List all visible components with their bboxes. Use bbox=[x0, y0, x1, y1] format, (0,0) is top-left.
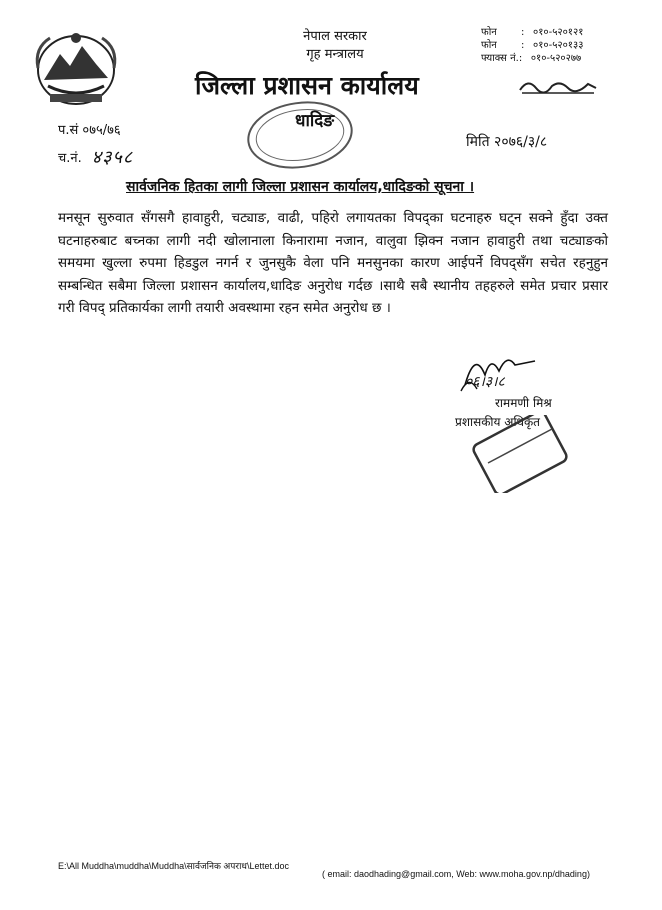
reference-number: प.सं ०७५/७६ bbox=[58, 123, 121, 138]
signature-date: ०६।३।८ bbox=[465, 374, 505, 390]
officer-stamp-icon bbox=[470, 415, 570, 493]
ministry-name: गृह मन्त्रालय bbox=[306, 47, 364, 62]
chalan-number bbox=[58, 145, 133, 169]
chalan-label: च.नं. bbox=[58, 151, 82, 166]
notice-body: मनसून सुरुवात सँगसगै हावाहुरी, चट्याङ, वाढी, पहिरो लगायतका विपद्का घटनाहरु घट्न सक्ने हुँदा उक्त घटनाहरुबाट बच्नका लागी नदी खोलानाला किनारामा नजान, वालुवा झिक्न नजान हावाहुरी तथा चट्याङको समयमा खुल्ला रुपमा हिडडुल नगर्न र जुनसुकै वेला पनि मनसुनका कारण आईपर्ने विपद्सँग सचेत रहनुहुन सम्बन्धित सबैमा जिल्ला प्रशासन कार्यालय,धादिङ अनुरोध गर्दछ ।साथै सबै स्थानीय तहहरुले समेत प्रचार प्रसार गरी विपद् प्रतिकार्यका लागी तयारी अवस्थामा रहन समेत अनुरोध छ । bbox=[58, 210, 608, 316]
contact-value: ०१०-५२०२७७ bbox=[530, 53, 582, 64]
contact-block bbox=[481, 26, 656, 65]
header-signature-icon bbox=[518, 76, 598, 96]
district-name: धादिङ bbox=[295, 111, 335, 131]
contact-row: फ्याक्स नं. : ०१०-५२०२७७ bbox=[481, 53, 582, 64]
footer-contact: ( email: daodhading@gmail.com, Web: www.moha.gov.np/dhading) bbox=[322, 869, 590, 879]
government-header bbox=[280, 28, 390, 64]
contact-label: फ्याक्स नं. bbox=[481, 53, 519, 64]
contact-label: फोन bbox=[481, 27, 497, 38]
file-path: E:\All Muddha\muddha\Muddha\सार्वजनिक अपराध\Lettet.doc bbox=[58, 861, 289, 871]
nepal-emblem-icon bbox=[30, 28, 122, 108]
contact-label: फोन bbox=[481, 40, 497, 51]
office-title: जिल्ला प्रशासन कार्यालय bbox=[195, 71, 419, 100]
chalan-value: ४३५८ bbox=[91, 147, 134, 168]
notice-title: सार्वजनिक हितका लागी जिल्ला प्रशासन कार्यालय,धादिङको सूचना । bbox=[126, 179, 475, 195]
letter-date: मिति २०७६/३/८ bbox=[466, 134, 548, 150]
contact-value: ०१०-५२०१३३ bbox=[533, 40, 584, 51]
signer-name: राममणी मिश्र bbox=[495, 396, 552, 410]
government-name: नेपाल सरकार bbox=[303, 29, 367, 44]
contact-row: फोन : ०१०-५२०१२१ bbox=[481, 27, 584, 38]
contact-row: फोन : ०१०-५२०१३३ bbox=[481, 40, 584, 51]
signer-title: प्रशासकीय अधिकृत bbox=[455, 415, 541, 429]
contact-value: ०१०-५२०१२१ bbox=[533, 27, 584, 38]
